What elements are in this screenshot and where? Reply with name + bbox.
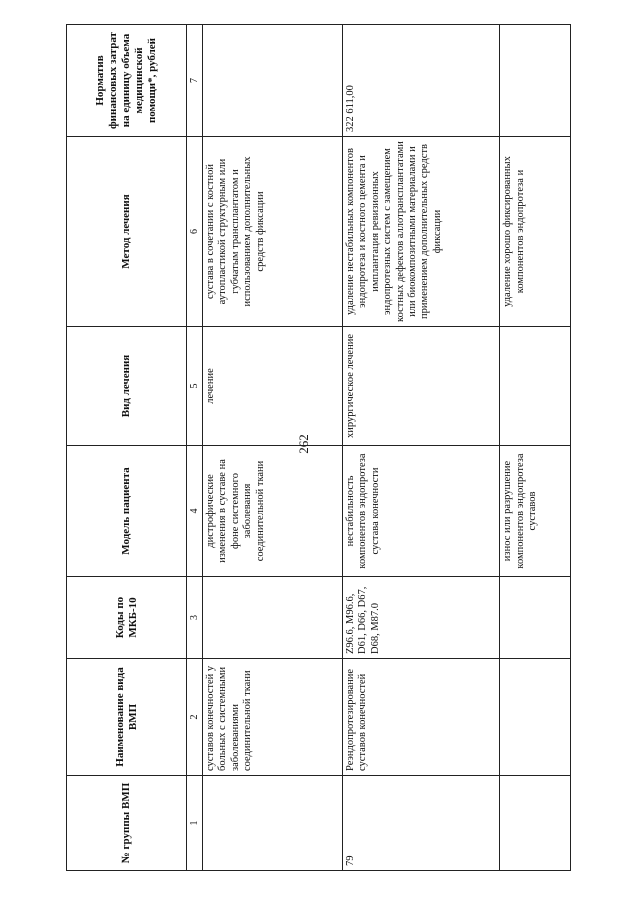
cell-treatment-type: лечение <box>203 327 343 446</box>
cell-patient-model: износ или разрушение компонентов эндопротеза суставов <box>500 446 571 577</box>
header-vmp-name: Наименование вида ВМП <box>67 659 187 776</box>
column-number: 2 <box>187 659 203 776</box>
cell-group <box>500 776 571 871</box>
cell-vmp-name <box>500 659 571 776</box>
header-icd-codes: Коды по МКБ-10 <box>67 577 187 659</box>
cell-treatment-method: удаление нестабильных компонентов эндопротеза и костного цемента и имплантация ревизионных эндопротезных систем с замещением костных дефектов аллотрансплантатами или биокомпозитными материалами и применением дополнительных средств фиксации <box>343 137 500 327</box>
table-row <box>500 25 571 871</box>
cell-icd-codes <box>203 577 343 659</box>
cell-vmp-name: Реэндопротезирование суставов конечностей <box>343 659 500 776</box>
cell-vmp-name: суставов конечностей у больных с системными заболеваниями соединительной ткани <box>203 659 343 776</box>
table-header-row <box>67 25 187 871</box>
column-number: 5 <box>187 327 203 446</box>
vmp-table <box>66 24 571 871</box>
column-number: 7 <box>187 25 203 137</box>
cell-group: 79 <box>343 776 500 871</box>
cell-group <box>203 776 343 871</box>
header-group-number: № группы ВМП <box>67 776 187 871</box>
cell-cost <box>203 25 343 137</box>
table-wrapper <box>66 25 571 871</box>
rotated-table-area <box>66 25 571 871</box>
column-number-row <box>187 25 203 871</box>
header-treatment-method: Метод лечения <box>67 137 187 327</box>
cell-icd-codes: Z96.6, M96.6, D61, D66, D67, D68, M87.0 <box>343 577 500 659</box>
table-row <box>343 25 500 871</box>
header-cost-norm: Норматив финансовых затрат на единицу объема медицинской помощи*, рублей <box>67 25 187 137</box>
table-row <box>203 25 343 871</box>
column-number: 6 <box>187 137 203 327</box>
cell-icd-codes <box>500 577 571 659</box>
cell-treatment-type: хирургическое лечение <box>343 327 500 446</box>
header-patient-model: Модель пациента <box>67 446 187 577</box>
cell-cost: 322 611,00 <box>343 25 500 137</box>
column-number: 4 <box>187 446 203 577</box>
page-number: 262 <box>296 434 311 454</box>
cell-cost <box>500 25 571 137</box>
cell-treatment-method: удаление хорошо фиксированных компонентов эндопротеза и <box>500 137 571 327</box>
cell-patient-model: нестабильность компонентов эндопротеза сустава конечности <box>343 446 500 577</box>
cell-treatment-method: сустава в сочетании с костной аутопластикой структурным или губчатым трансплантатом и использованием дополнительных средств фиксации <box>203 137 343 327</box>
cell-treatment-type <box>500 327 571 446</box>
header-treatment-type: Вид лечения <box>67 327 187 446</box>
cell-patient-model: дистрофические изменения в суставе на фоне системного заболевания соединительной ткани <box>203 446 343 577</box>
column-number: 3 <box>187 577 203 659</box>
column-number: 1 <box>187 776 203 871</box>
